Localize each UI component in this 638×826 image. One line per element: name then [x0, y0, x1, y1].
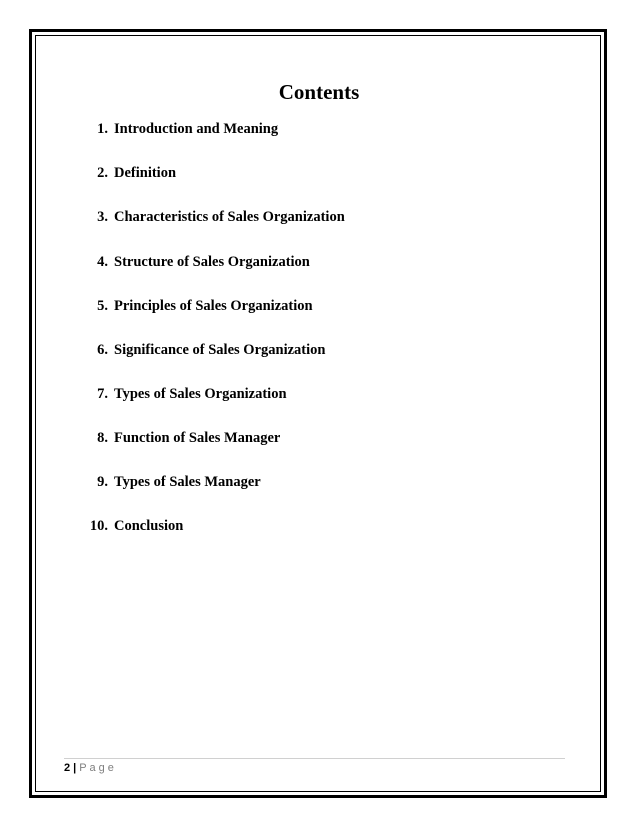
toc-item-number: 8.	[97, 430, 108, 446]
toc-item-number: 1.	[97, 121, 108, 137]
toc-item-label: Introduction and Meaning	[114, 121, 279, 137]
toc-item-label: Principles of Sales Organization	[114, 298, 313, 314]
footer-divider	[64, 758, 565, 759]
footer-page-number: 2	[64, 762, 71, 774]
toc-item-label: Structure of Sales Organization	[114, 254, 310, 270]
toc-item-number: 6.	[97, 342, 108, 358]
footer-separator: |	[73, 762, 77, 774]
footer-page-label: Page	[79, 762, 117, 774]
page-footer	[64, 760, 117, 776]
toc-item-label: Conclusion	[114, 518, 184, 534]
toc-item-number: 9.	[97, 474, 108, 490]
toc-item-number: 2.	[97, 165, 108, 181]
toc-item-number: 5.	[97, 298, 108, 314]
toc-item-label: Definition	[114, 165, 177, 181]
toc-item-number: 7.	[97, 386, 108, 402]
toc-item-label: Significance of Sales Organization	[114, 342, 326, 358]
toc-item-label: Function of Sales Manager	[114, 430, 281, 446]
toc-item-label: Types of Sales Organization	[114, 386, 287, 402]
toc-item-number: 10.	[89, 518, 108, 534]
page-border	[29, 29, 607, 798]
page-title: Contents	[278, 80, 360, 104]
toc-item-number: 4.	[97, 254, 108, 270]
toc-item-label: Characteristics of Sales Organization	[114, 209, 345, 225]
toc-item-number: 3.	[97, 209, 108, 225]
toc-item-label: Types of Sales Manager	[114, 474, 261, 490]
